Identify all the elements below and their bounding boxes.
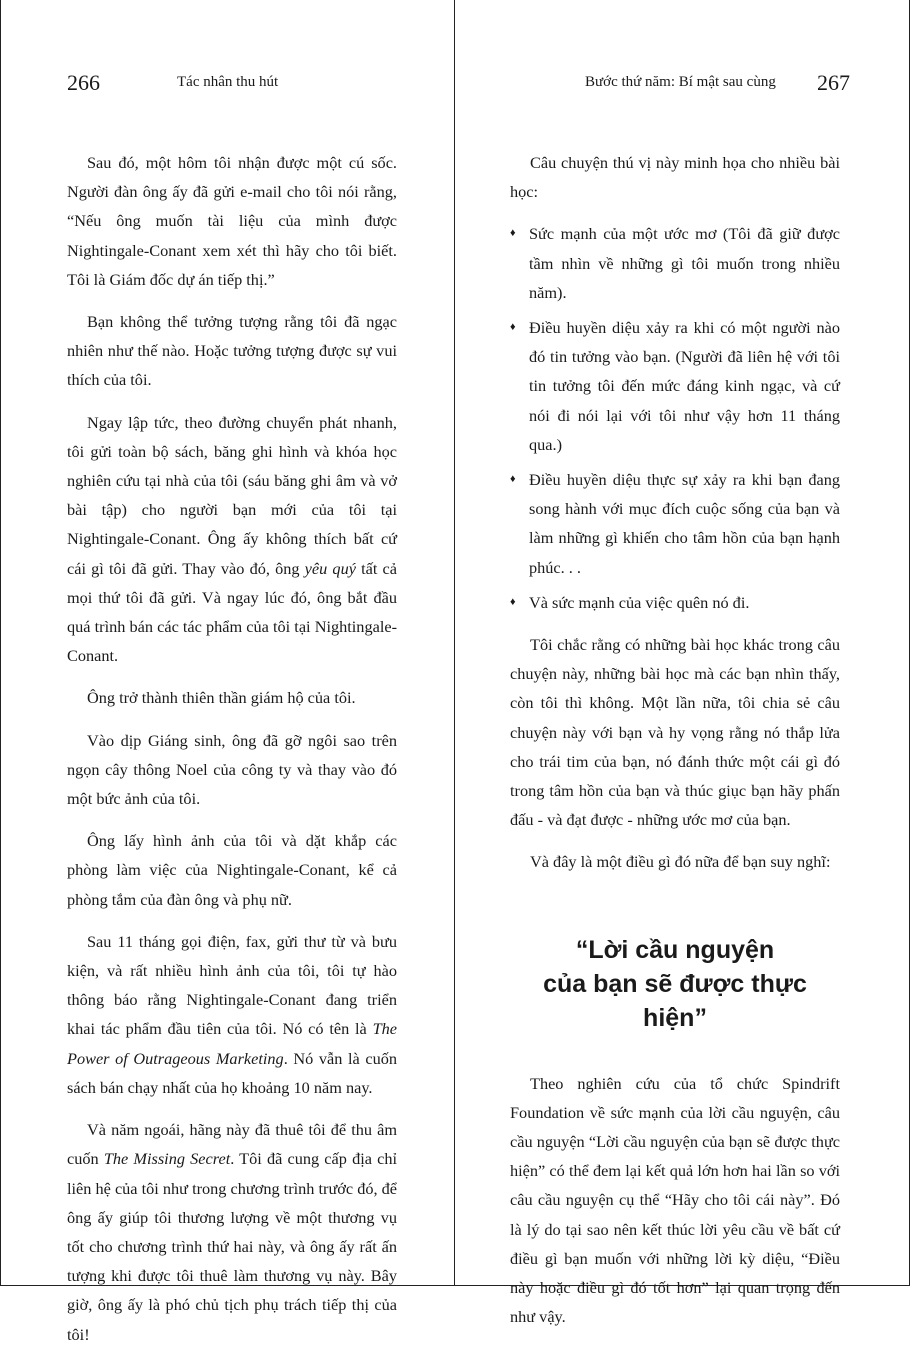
paragraph: Theo nghiên cứu của tổ chức Spindrift Foundation về sức mạnh của lời cầu nguyện, câu cầu nguyện “Lời cầu nguyện của bạn sẽ được thực hiện” có thể đem lại kết quả lớn hơn hai lần so với câu cầu nguyện cụ thể “Hãy cho tôi cái này”. Đó là lý do tại sao nên kết thúc lời yêu cầu về bất cứ điều gì bạn muốn với những lời kỳ diệu, “Điều này hoặc điều gì đó tốt hơn” lại quan trọng đến như vậy. — [510, 1073, 840, 1327]
left-page-body — [67, 148, 397, 1362]
left-page — [0, 0, 455, 1344]
running-head: Bước thứ năm: Bí mật sau cùng — [585, 74, 776, 90]
paragraph: Vào dịp Giáng sinh, ông đã gỡ ngôi sao trên ngọn cây thông Noel của công ty và thay vào đó một bức ảnh của tôi. — [67, 730, 397, 809]
paragraph: Ngay lập tức, theo đường chuyển phát nhanh, tôi gửi toàn bộ sách, băng ghi hình và khóa học nghiên cứu tại nhà của tôi (sáu băng ghi âm và vở bài tập) cho người bạn mới của tôi tại Nightingale-Conant. Ông ấy không thích bất cứ cái gì tôi đã gửi. Thay vào đó, ông yêu quý tất cả mọi thứ tôi đã gửi. Và ngay lúc đó, ông bắt đầu quá trình bán các tác phẩm của tôi tại Nightingale-Conant. — [67, 412, 397, 666]
book-title-italic: The Missing Secret — [103, 1149, 231, 1169]
page-number: 266 — [67, 70, 100, 95]
diamond-bullet-icon: ♦ — [510, 321, 516, 334]
paragraph: Ông trở thành thiên thần giám hộ của tôi. — [87, 688, 356, 708]
right-page-body — [510, 148, 840, 1345]
list-item: ♦ Sức mạnh của một ước mơ (Tôi đã giữ được tầm nhìn về những gì tôi muốn trong nhiều năm). — [510, 219, 840, 307]
paragraph: Ông lấy hình ảnh của tôi và dặt khắp các phòng làm việc của Nightingale-Conant, kể cả phòng tắm của đàn ông và phụ nữ. — [67, 831, 397, 909]
diamond-bullet-icon: ♦ — [510, 473, 516, 486]
running-head: Tác nhân thu hút — [177, 74, 279, 90]
paragraph: Sau 11 tháng gọi điện, fax, gửi thư từ và bưu kiện, và rất nhiều hình ảnh của tôi, tôi tự hào thông báo rằng Nightingale-Conant đang triển khai tác phẩm đầu tiên của tôi. Nó có tên là The Power of Outrageous Marketing. Nó vẫn là cuốn sách bán chạy nhất của họ khoảng 10 năm nay. — [67, 931, 398, 1097]
paragraph: Tôi chắc rằng có những bài học khác trong câu chuyện này, những bài học mà các bạn nhìn thấy, còn tôi thì không. Một lần nữa, tôi chia sẻ câu chuyện này với bạn và hy vọng rằng nó thắp lửa cho trái tim của bạn, nó đánh thức một cái gì đó trong tâm hồn của bạn và thúc giục bạn hãy phấn đấu - và đạt được - những ước mơ của bạn. — [510, 635, 840, 830]
list-item: ♦ Điều huyền diệu xảy ra khi có một người nào đó tin tưởng vào bạn. (Người đã liên hệ với tôi tin tưởng tôi đến mức đáng kinh ngạc, và cứ nói đi nói lại với tôi như vậy hơn 11 tháng qua.) — [510, 313, 840, 459]
emphasis-text: yêu quý — [304, 558, 356, 578]
diamond-bullet-icon: ♦ — [510, 227, 516, 240]
paragraph: Câu chuyện thú vị này minh họa cho nhiều bài học: — [510, 153, 840, 202]
list-item: ♦ Và sức mạnh của việc quên nó đi. — [510, 588, 840, 617]
lessons-list — [510, 219, 840, 617]
paragraph: Bạn không thể tưởng tượng rằng tôi đã ngạc nhiên như thế nào. Hoặc tưởng tượng được sự vui thích của tôi. — [67, 312, 397, 390]
page-number: 267 — [817, 70, 850, 95]
book-title-italic: The Power of Outrageous Marketing — [67, 1019, 397, 1068]
right-page — [455, 0, 910, 1327]
list-item: ♦ Điều huyền diệu thực sự xảy ra khi bạn đang song hành với mục đích cuộc sống của bạn và làm những gì khiến cho tâm hồn của bạn hạnh phúc. . . — [510, 465, 840, 582]
paragraph: Và năm ngoái, hãng này đã thuê tôi để thu âm cuốn The Missing Secret. Tôi đã cung cấp địa chỉ liên hệ của tôi như trong chương trình trước đó, để ông ấy giúp tôi thương lượng về một thương vụ tốt cho chương trình thứ hai này, và ông ấy rất ấn tượng khi được tôi thuê làm thương vụ này. Bây giờ, ông ấy là phó chủ tịch phụ trách tiếp thị của tôi! — [67, 1120, 398, 1344]
heading-line: của bạn sẽ được thực hiện” — [543, 969, 807, 1032]
paragraph: Sau đó, một hôm tôi nhận được một cú sốc. Người đàn ông ấy đã gửi e-mail cho tôi nói rằng, “Nếu ông muốn tài liệu của mình được Nightingale-Conant xem xét thì hãy cho tôi biết. Tôi là Giám đốc dự án tiếp thị.” — [67, 153, 397, 289]
diamond-bullet-icon: ♦ — [510, 595, 516, 608]
paragraph: Và đây là một điều gì đó nữa để bạn suy nghĩ: — [530, 852, 831, 872]
section-heading — [510, 933, 840, 1035]
heading-line: “Lời cầu nguyện — [575, 935, 775, 964]
